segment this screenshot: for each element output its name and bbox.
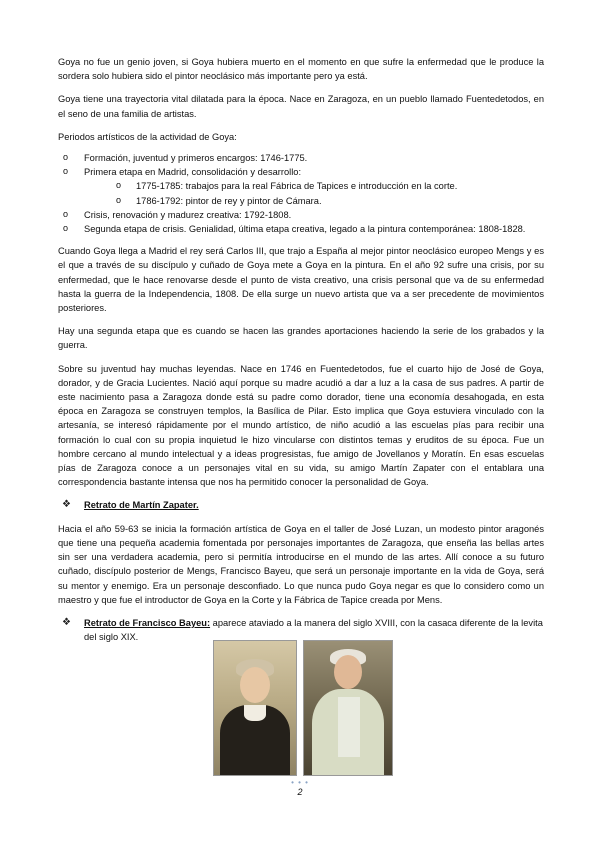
footer-dots: • • • (291, 778, 309, 787)
diamond-bullet-icon: ❖ (62, 616, 71, 628)
periods-list (58, 151, 544, 236)
page-number: 2 (297, 787, 303, 797)
periods-sublist (84, 179, 544, 207)
heading-zapater-title: Retrato de Martín Zapater. (84, 500, 199, 511)
paragraph-periods-title: Periodos artísticos de la actividad de Goya: (58, 131, 237, 142)
heading-bayeu-text: aparece ataviado a la manera del siglo XVIII, con la casaca diferente de la levita del siglo XIX. (84, 617, 543, 643)
list-item-label: Primera etapa en Madrid, consolidación y desarrollo: (84, 167, 302, 178)
list-item (58, 165, 544, 208)
list-item: o Formación, juventud y primeros encargos: 1746-1775. (58, 151, 544, 165)
diamond-bullet-icon: ❖ (62, 499, 71, 511)
portrait-francisco-bayeu-image (303, 640, 393, 776)
paragraph-madrid: Cuando Goya llega a Madrid el rey será Carlos III, que trajo a España al mejor pintor neoclásico europeo Mengs y es el que a través de su discípulo y cuñado de Goya mete a Goya en la pintura. En el año 92 sufre una crisis, por su enfermedad, que le hace renovarse desde el punto de vista creativo, una crisis personal que va de su enfermedad hasta la guerra de la Independencia, 1808. De ella surge un nuevo artista que va a ser precedente de movimientos posteriores. (58, 246, 544, 314)
sublist-item: o 1786-1792: pintor de rey y pintor de Cámara. (84, 194, 544, 208)
sublist-item: o 1775-1785: trabajos para la real Fábrica de Tapices e introducción en la corte. (84, 179, 544, 193)
heading-zapater (58, 498, 544, 512)
paragraph-youth: Sobre su juventud hay muchas leyendas. Nace en 1746 en Fuentedetodos, fue el cuarto hijo de José de Goya, dorador, y de Gracia Lucientes. Nació aquí porque su madre acudió a dar a luz a la casa de sus padres. A partir de este nacimiento pasa a Zaragoza donde está su padre como dorador, tiene una economía desahogada, en esta época en Zaragoza se construyen templos, la Basílica de Pilar. Esto implica que Goya estuviera vinculado con la artesanía, se interesó rápidamente por el mundo artístico, de niño acudió a las escuelas pías para recibir una formación lo cual con su propia inquietud le hizo vincularse con distintos temas y eruditos de su época. Fue un hombre cercano al mundo intelectual y a ideas progresistas, fue amigo de Jovellanos y Moratín. En esas escuelas pías de Zaragoza conoce a un personajes vital en su vida, su amigo Martín Zapater con el entablara una correspondencia bastante intensa que nos ha permitido conocer la personalidad de Goya. (58, 363, 544, 488)
paragraph-trajectory: Goya tiene una trayectoria vital dilatada para la época. Nace en Zaragoza, en un pueblo llamado Fuentedetodos, en el seno de una familia de artistas. (58, 94, 544, 119)
heading-bayeu-title: Retrato de Francisco Bayeu: (84, 617, 211, 628)
document-page (58, 55, 544, 656)
paragraph-intro: Goya no fue un genio joven, si Goya hubiera muerto en el momento en que sufre la enfermedad que le produce la sordera solo hubiera sido el pintor neoclásico más importante pero ya está. (58, 57, 544, 82)
paragraph-zapater: Hacia el año 59-63 se inicia la formación artística de Goya en el taller de José Luzan, un modesto pintor aragonés que tiene una pequeña academia fomentada por personajes importantes de Zaragoza, que enseña las bellas artes sin ser una verdadera academia, pero si permitía introducirse en el mundo de las artes. Allí conoce a su futuro cuñado, discípulo posterior de Mengs, Francisco Bayeu, que será un personaje importante en la vida de Goya, será su mentor y enemigo. Era un personaje desconfiado. Lo que nunca pudo Goya negar es que lo considero como un maestro y que fue el introductor de Goya en la Corte y la Fábrica de Tapice creada por Mens. (58, 523, 544, 605)
list-item: o Segunda etapa de crisis. Genialidad, última etapa creativa, legado a la pintura contemporánea: 1808-1828. (58, 222, 544, 236)
paragraph-second-stage: Hay una segunda etapa que es cuando se hacen las grandes aportaciones haciendo la serie de los grabados y la guerra. (58, 326, 544, 351)
portraits (213, 640, 393, 777)
portrait-martin-zapater-image (213, 640, 297, 776)
list-item: o Crisis, renovación y madurez creativa: 1792-1808. (58, 208, 544, 222)
